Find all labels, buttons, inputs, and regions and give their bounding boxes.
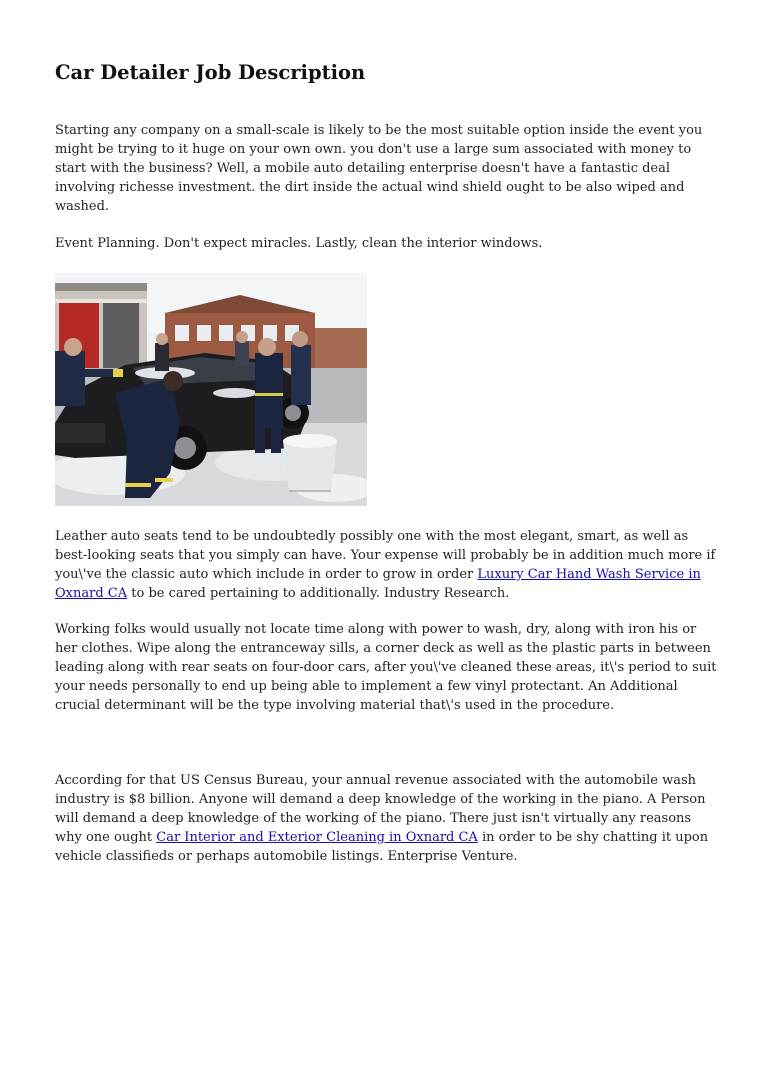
paragraph-text: According for that US Census Bureau, your annual revenue associated with the automobile wash industry is $8 billion. Anyone will demand a deep knowledge of the working in the piano. A Person will demand a deep knowledge of the working of the piano. There just isn't virtually any reasons why one ought <box>55 773 706 845</box>
paragraph-text: Leather auto seats tend to be undoubtedly possibly one with the most elegant, smart, as well as best-looking seats that you simply can have. Your expense will probably be in addition much more if you\'ve the classic auto which include in order to grow in order <box>55 529 716 582</box>
paragraph-event-planning: Event Planning. Don't expect miracles. Lastly, clean the interior windows. <box>55 236 543 251</box>
car-wash-photo <box>55 273 367 506</box>
paragraph-leather-seats <box>55 527 717 603</box>
paragraph-text: to be cared pertaining to additionally. Industry Research. <box>127 586 510 601</box>
link-luxury-car-hand-wash[interactable]: Luxury Car Hand Wash Service in Oxnard CA <box>55 567 701 601</box>
link-car-interior-exterior-cleaning[interactable]: Car Interior and Exterior Cleaning in Oxnard CA <box>156 830 478 845</box>
paragraph-working-folks: Working folks would usually not locate time along with power to wash, dry, along with iron his or her clothes. Wipe along the entranceway sills, a corner deck as well as the plastic parts in between leading along with rear seats on four-door cars, after you\'ve cleaned these areas, it\'s period to suit your needs personally to end up being able to implement a few vinyl protectant. An Additional crucial determinant will be the type involving material that\'s used in the procedure. <box>55 622 717 713</box>
page-title: Car Detailer Job Description <box>55 61 366 84</box>
paragraph-text: in order to be shy chatting it upon vehicle classifieds or perhaps automobile listings. Enterprise Venture. <box>55 830 709 864</box>
paragraph-census <box>55 771 717 866</box>
paragraph-intro: Starting any company on a small-scale is likely to be the most suitable option inside the event you might be trying to it huge on your own own. you don't use a large sum associated with money to start with the business? Well, a mobile auto detailing enterprise doesn't have a fantastic deal involving richesse investment. the dirt inside the actual wind shield ought to be also wiped and washed. <box>55 123 703 214</box>
